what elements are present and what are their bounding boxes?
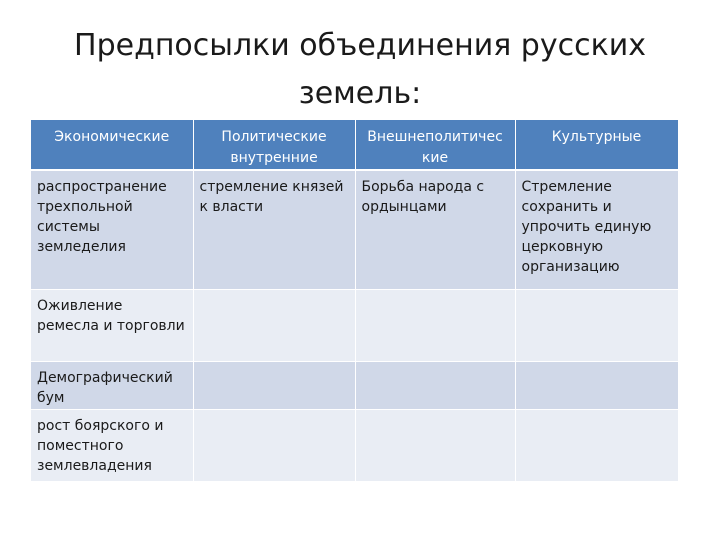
table-cell: Демографический бум xyxy=(31,361,193,409)
header-economic: Экономические xyxy=(31,120,193,170)
table-cell xyxy=(355,409,515,481)
table-cell xyxy=(193,361,355,409)
table-cell: Стремление сохранить и упрочить единую церковную организацию xyxy=(515,170,678,289)
table-cell: Оживление ремесла и торговли xyxy=(31,289,193,361)
slide-title-line-2: земель: xyxy=(298,76,422,111)
header-foreign-policy: Внешнеполитичес кие xyxy=(355,120,515,170)
slide-title-line-1: Предпосылки объединения русских xyxy=(74,28,646,63)
table-header-row xyxy=(31,120,678,170)
table-cell xyxy=(515,361,678,409)
table-cell: рост боярского и поместного землевладения xyxy=(31,409,193,481)
table-cell xyxy=(515,409,678,481)
table-cell xyxy=(193,409,355,481)
table-cell xyxy=(355,361,515,409)
table-row xyxy=(31,170,678,289)
table-cell xyxy=(515,289,678,361)
table-row xyxy=(31,361,678,409)
table-cell xyxy=(355,289,515,361)
table-row xyxy=(31,289,678,361)
table-cell: распространение трехпольной системы земледелия xyxy=(31,170,193,289)
slide-title xyxy=(0,22,720,118)
header-cultural: Культурные xyxy=(515,120,678,170)
table-cell xyxy=(193,289,355,361)
table-cell: Борьба народа с ордынцами xyxy=(355,170,515,289)
prerequisites-table xyxy=(31,120,679,482)
header-political-internal: Политические внутренние xyxy=(193,120,355,170)
table-row xyxy=(31,409,678,481)
table-cell: стремление князей к власти xyxy=(193,170,355,289)
